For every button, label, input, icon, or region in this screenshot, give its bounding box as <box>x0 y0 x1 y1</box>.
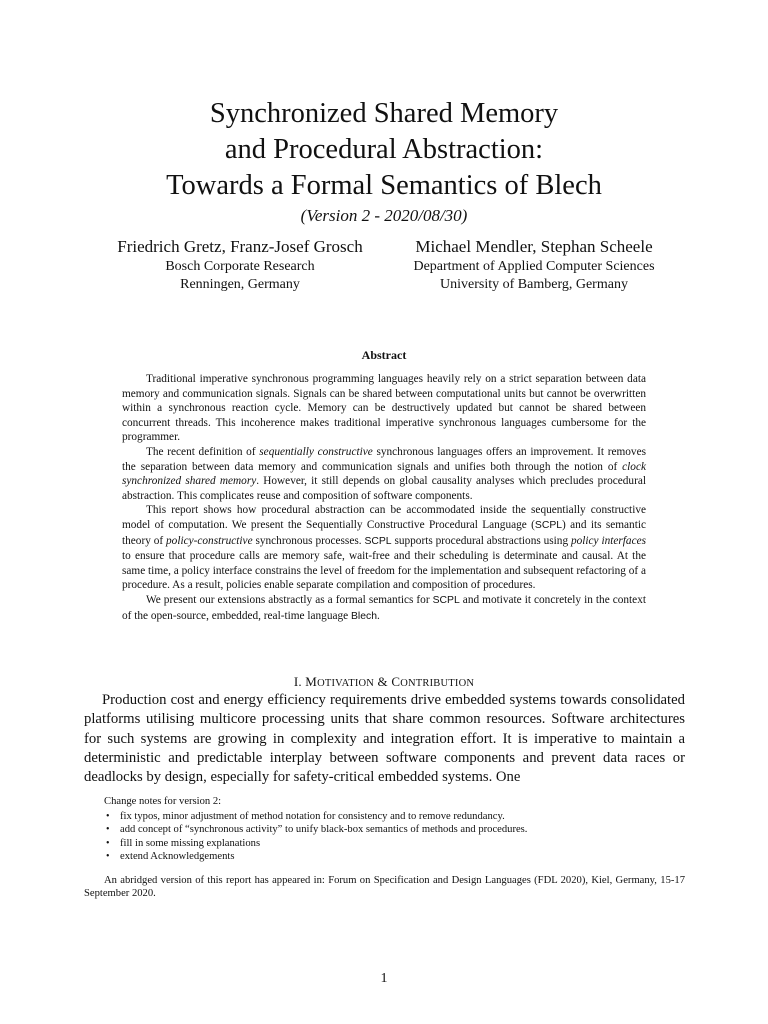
bullet-icon: • <box>106 811 110 823</box>
text-run: to ensure that procedure calls are memory safe, wait-free and their scheduling is determinate and causal. At the same time, a policy interface constrains the level of freedom for the implementation and subsequent refactoring of a procedure. As a result, policies enable separate compilation and composition of procedures. <box>122 550 646 592</box>
text-run: synchronous languages offers an improvement. It removes the separation between data memory and communication signals and unifies both through the notion of <box>122 445 646 473</box>
emphasis-term: clock synchronized shared memory <box>122 460 646 488</box>
title-line-3: Towards a Formal Semantics of Blech <box>166 170 602 201</box>
abstract-paragraph-3 <box>122 503 646 593</box>
bullet-icon: • <box>106 837 110 849</box>
author-block-bosch <box>88 236 392 294</box>
text-run: and motivate it concretely in the context of the open-source, embedded, real-time language <box>122 593 646 622</box>
abstract-paragraph-4 <box>122 593 646 624</box>
abstract-heading: Abstract <box>361 348 407 362</box>
author-names: Friedrich Gretz, Franz-Josef Grosch <box>117 237 363 256</box>
version-note: (Version 2 - 2020/08/30) <box>300 206 468 225</box>
section-title-smallcaps: ONTRIBUTION <box>400 678 475 689</box>
abstract-paragraph-2 <box>122 445 646 503</box>
list-item-text: extend Acknowledgements <box>120 850 235 862</box>
author-affiliation: Department of Applied Computer Sciences <box>413 259 655 274</box>
list-item <box>84 850 685 863</box>
list-item <box>84 810 685 823</box>
section-title-smallcaps: OTIVATION <box>317 678 375 689</box>
author-location: Renningen, Germany <box>180 277 300 292</box>
author-names: Michael Mendler, Stephan Scheele <box>415 237 653 256</box>
language-name: SCPL <box>364 535 392 547</box>
author-block-bamberg <box>376 236 692 294</box>
text-run: . <box>376 609 380 622</box>
author-location: University of Bamberg, Germany <box>440 277 628 292</box>
language-name: Blech <box>350 610 377 622</box>
section-number: I. <box>293 674 302 689</box>
section-title-cap: C <box>391 674 401 689</box>
text-run: This report shows how procedural abstraction can be accommodated inside the sequentially constructive model of computation. We present the Sequentially Constructive Procedural Language ( <box>122 504 646 531</box>
section-title-cap: M <box>305 674 318 689</box>
change-notes <box>84 795 685 863</box>
text-run: The recent definition of <box>146 445 260 458</box>
title-line-1: Synchronized Shared Memory <box>209 98 559 129</box>
bullet-icon: • <box>106 850 110 862</box>
change-notes-list <box>84 810 685 863</box>
language-name: SCPL <box>432 594 460 606</box>
language-name: SCPL <box>534 519 563 531</box>
emphasis-term: sequentially constructive <box>259 445 373 458</box>
paper-title <box>84 96 684 204</box>
abstract-paragraph-1: Traditional imperative synchronous programming languages heavily rely on a strict separation between data memory and communication signals. Signals can be shared between computational units but cannot be overwritten within a synchronous reaction cycle. Memory can be destructively updated but cannot be shared between concurrent threads. This incoherence makes traditional imperative synchronous languages cumbersome for the programmer. <box>122 373 646 444</box>
abstract-body <box>122 372 646 624</box>
intro-paragraph: Production cost and energy efficiency requirements drive embedded systems towards consolidated platforms utilising multicore processing units that share common resources. Software architectures for such systems are growing in complexity and integration effort. It is imperative to maintain a deterministic and predictable interplay between software components and prevent data races or deadlocks by design, especially for safety-critical embedded systems. One <box>84 692 685 786</box>
page-number: 1 <box>380 971 388 986</box>
change-notes-title: Change notes for version 2: <box>104 796 222 807</box>
text-run: synchronous processes. <box>252 534 365 547</box>
emphasis-term: policy interfaces <box>570 534 646 547</box>
emphasis-term: policy-constructive <box>166 534 253 547</box>
list-item-text: fill in some missing explanations <box>120 837 261 849</box>
title-line-2: and Procedural Abstraction: <box>224 134 544 165</box>
text-run: ) and its semantic theory of <box>122 518 646 547</box>
text-run: . However, it still depends on global causality analyses which precludes procedural abstraction. This complicates reuse and composition of software components. <box>122 475 646 502</box>
list-item-text: fix typos, minor adjustment of method notation for consistency and to remove redundancy. <box>120 811 505 823</box>
text-run: We present our extensions abstractly as a formal semantics for <box>146 593 433 606</box>
list-item-text: add concept of “synchronous activity” to unify black-box semantics of methods and procedures. <box>120 824 528 836</box>
text-run: supports procedural abstractions using <box>391 534 571 547</box>
list-item <box>84 823 685 836</box>
section-heading <box>84 674 684 692</box>
list-item <box>84 837 685 850</box>
publication-footnote: An abridged version of this report has appeared in: Forum on Specification and Design Languages (FDL 2020), Kiel, Germany, 15-17 September 2020. <box>84 875 685 900</box>
author-affiliation: Bosch Corporate Research <box>165 259 315 274</box>
bullet-icon: • <box>106 824 110 836</box>
section-title-amp: & <box>377 674 388 689</box>
